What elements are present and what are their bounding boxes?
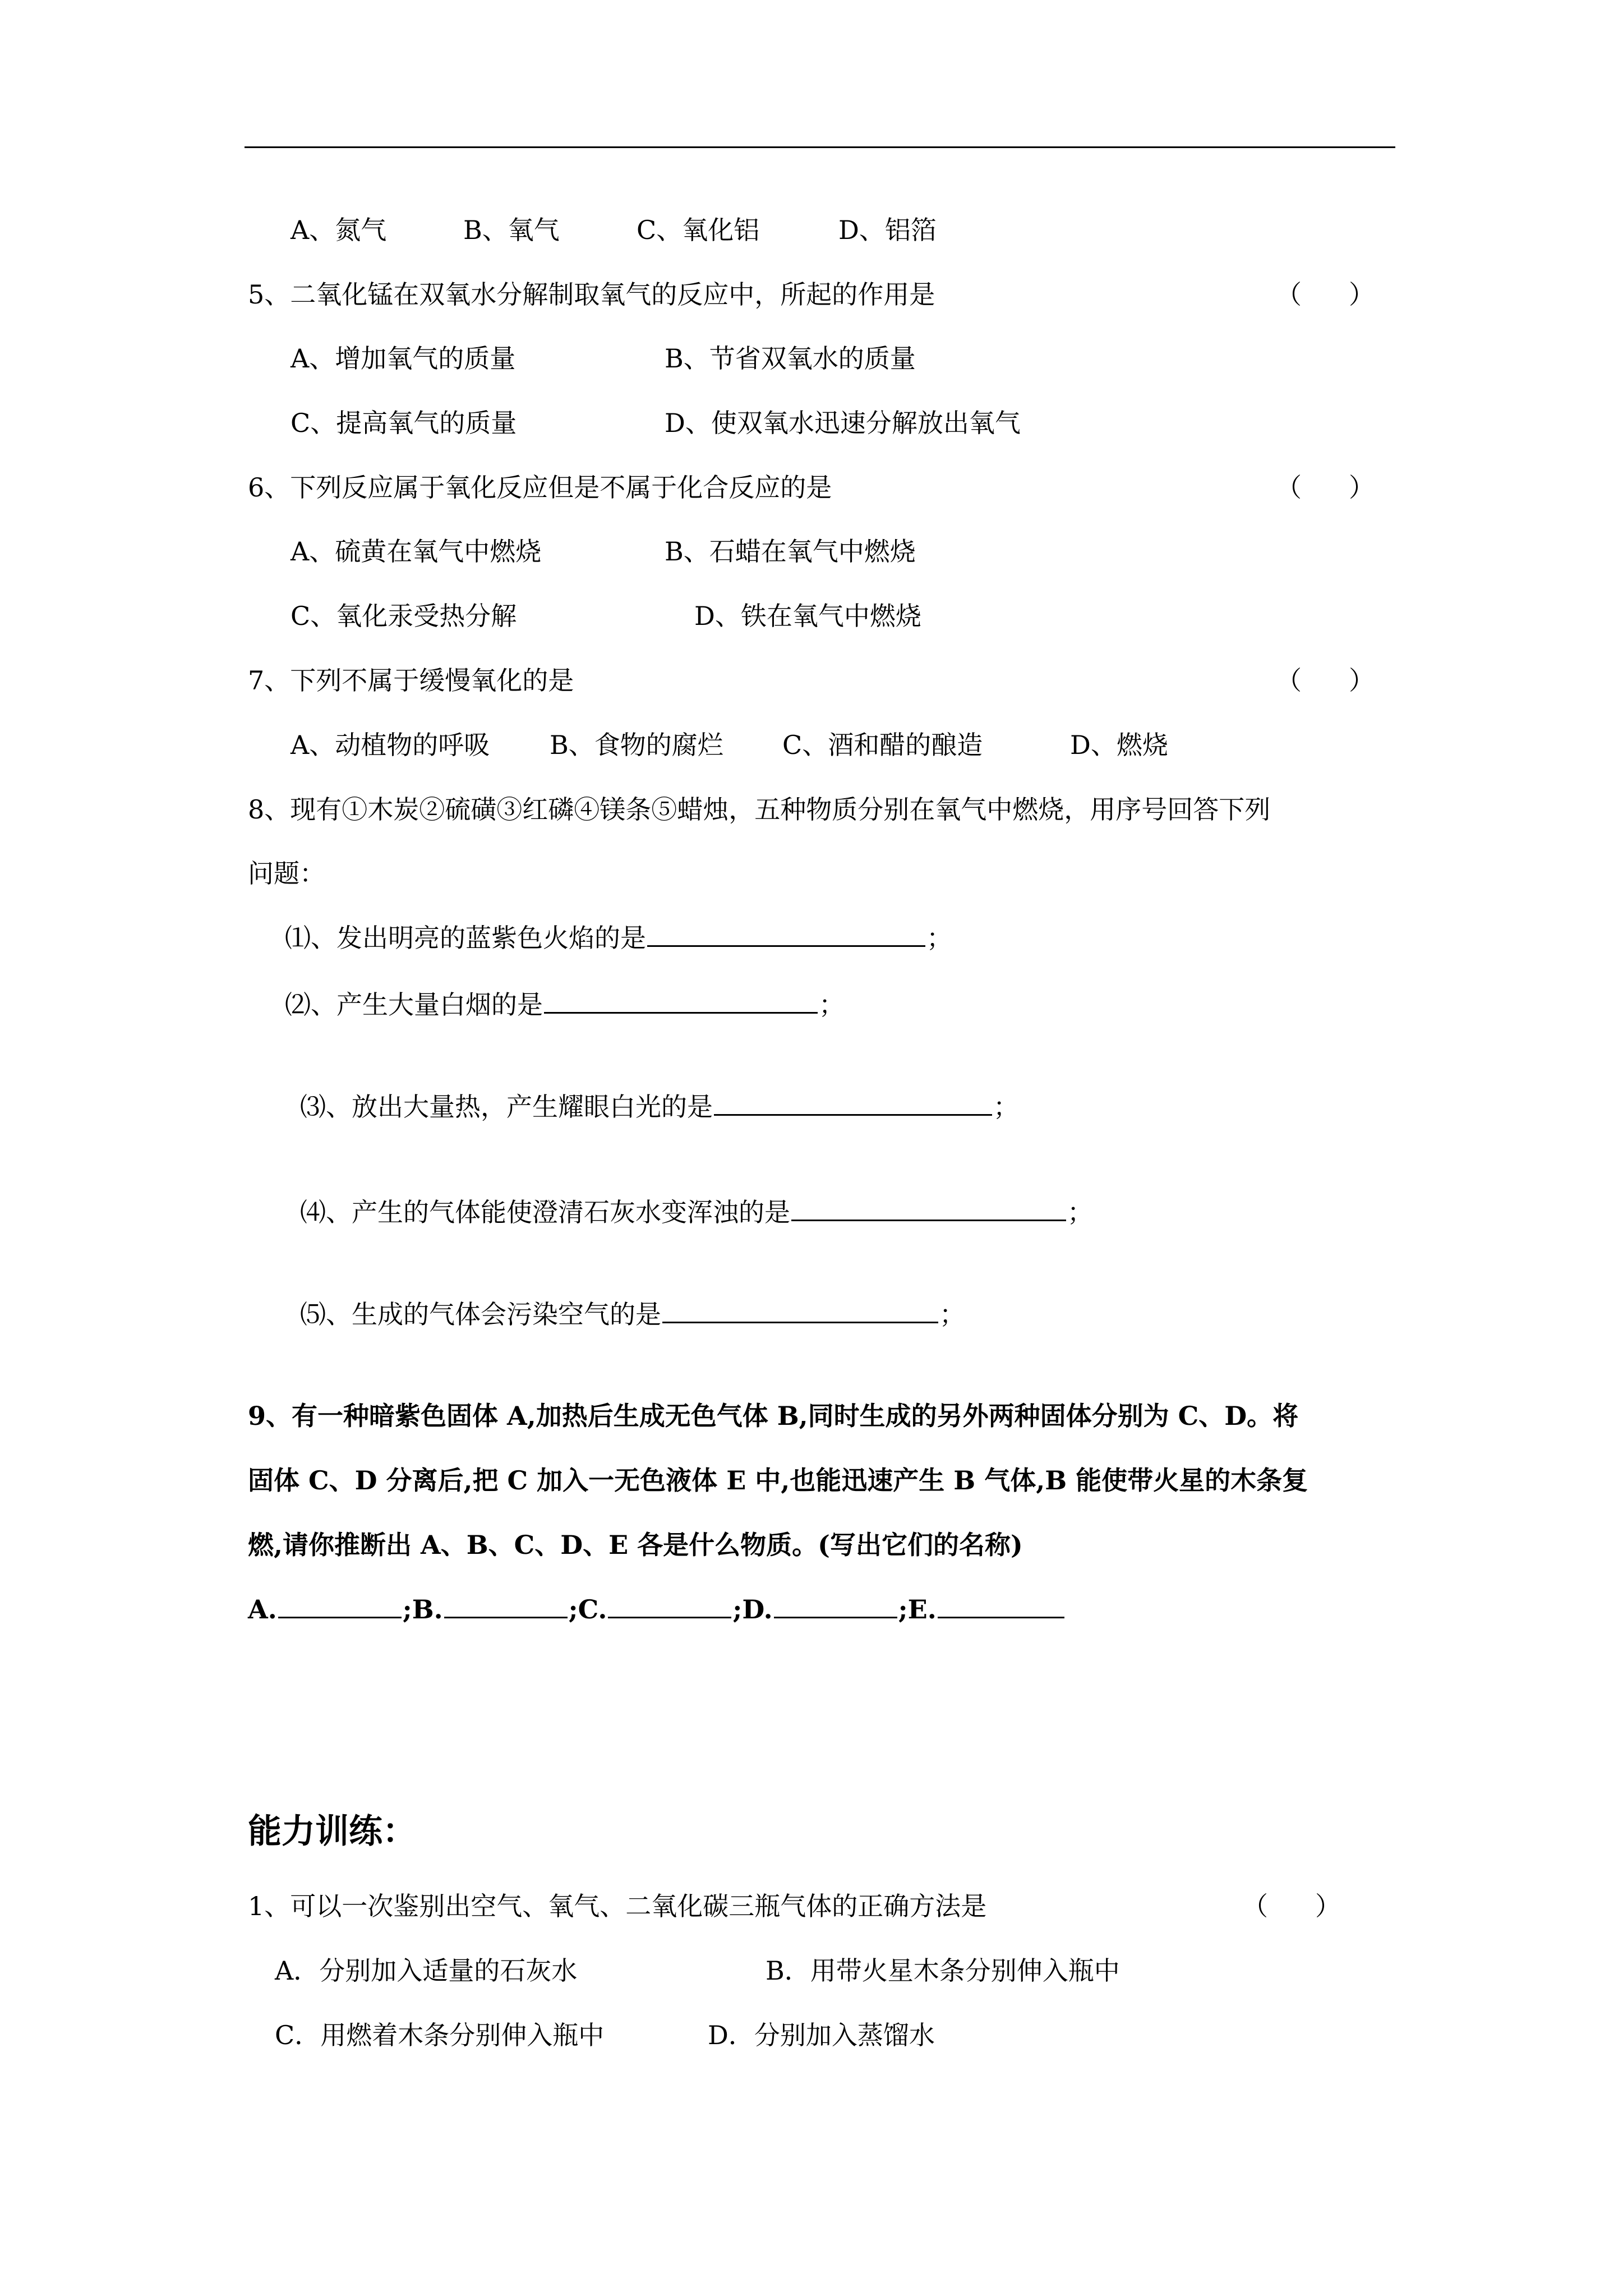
q8-sub-3-text: ⑶、放出大量热，产生耀眼白光的是	[300, 1092, 713, 1122]
q7-option-c: C、酒和醋的酿造	[782, 730, 983, 760]
s1-paren-open: （	[1242, 1891, 1268, 1921]
q7-option-d: D、燃烧	[1070, 730, 1168, 760]
q9-answer-e-blank[interactable]	[938, 1592, 1064, 1618]
q6-text: 6、下列反应属于氧化反应但是不属于化合反应的是	[248, 472, 832, 503]
q4-option-b: B、氧气	[463, 215, 560, 245]
q5-text: 5、二氧化锰在双氧水分解制取氧气的反应中，所起的作用是	[248, 279, 935, 310]
s1-paren-close: ）	[1315, 1891, 1341, 1921]
q8-text-1: 8、现有①木炭②硫磺③红磷④镁条⑤蜡烛，五种物质分别在氧气中燃烧，用序号回答下列	[248, 794, 1271, 825]
q7-option-a: A、动植物的呼吸	[291, 730, 490, 760]
q8-sub-4-text: ⑷、产生的气体能使澄清石灰水变浑浊的是	[300, 1197, 790, 1227]
q9-text-3: 燃,请你推断出 A、B、C、D、E 各是什么物质。(写出它们的名称)	[248, 1530, 1023, 1560]
q6-paren-close: ）	[1349, 472, 1375, 503]
q8-sub-5-end: ；	[939, 1299, 965, 1329]
q6-paren-open: （	[1276, 472, 1302, 503]
s1-option-d: D．分别加入蒸馏水	[708, 2020, 935, 2050]
q6-option-b: B、石蜡在氧气中燃烧	[665, 536, 916, 567]
q6-option-d: D、铁在氧气中燃烧	[694, 601, 921, 631]
s1-option-c: C．用燃着木条分别伸入瓶中	[275, 2020, 605, 2050]
q5-option-b: B、节省双氧水的质量	[665, 343, 916, 374]
q5-option-a: A、增加氧气的质量	[291, 343, 516, 374]
q4-option-a: A、氮气	[291, 215, 387, 245]
s1-text: 1、可以一次鉴别出空气、氧气、二氧化碳三瓶气体的正确方法是	[248, 1891, 987, 1921]
q8-sub-4-blank[interactable]	[791, 1195, 1066, 1221]
q7-paren-close: ）	[1349, 665, 1375, 696]
q8-sub-2-text: ⑵、产生大量白烟的是	[285, 990, 543, 1020]
q7-option-b: B、食物的腐烂	[550, 730, 723, 760]
q8-sub-1-text: ⑴、发出明亮的蓝紫色火焰的是	[285, 923, 646, 953]
q8-text-2: 问题：	[248, 858, 325, 889]
q6-option-c: C、氧化汞受热分解	[291, 601, 517, 631]
q6-option-a: A、硫黄在氧气中燃烧	[291, 536, 542, 567]
s1-option-b: B．用带火星木条分别伸入瓶中	[766, 1955, 1120, 1986]
q5-paren-close: ）	[1349, 279, 1375, 310]
q7-paren-open: （	[1276, 665, 1302, 696]
q4-option-c: C、氧化铝	[637, 215, 760, 245]
q9-answer-b-label: ;B.	[402, 1594, 443, 1625]
q8-sub-3-end: ；	[993, 1092, 1019, 1122]
q9-answer-d-label: ;D.	[732, 1594, 773, 1625]
q8-sub-2-end: ；	[819, 990, 845, 1020]
q8-sub-5-blank[interactable]	[662, 1297, 938, 1323]
q9-text-2: 固体 C、D 分离后,把 C 加入一无色液体 E 中,也能迅速产生 B 气体,B 能使带火星的木条复	[248, 1465, 1308, 1496]
q9-answer-d-blank[interactable]	[774, 1592, 897, 1618]
q7-text: 7、下列不属于缓慢氧化的是	[248, 665, 574, 696]
q8-sub-2-blank[interactable]	[544, 987, 818, 1014]
q9-answer-a-blank[interactable]	[278, 1592, 402, 1618]
q9-answer-b-blank[interactable]	[444, 1592, 568, 1618]
section-heading: 能力训练：	[248, 1812, 416, 1851]
q9-answer-e-label: ;E.	[898, 1594, 937, 1625]
q5-paren-open: （	[1276, 279, 1302, 310]
q8-sub-3-blank[interactable]	[714, 1089, 992, 1116]
s1-option-a: A．分别加入适量的石灰水	[275, 1955, 578, 1986]
q5-option-d: D、使双氧水迅速分解放出氧气	[665, 408, 1021, 438]
q5-option-c: C、提高氧气的质量	[291, 408, 517, 438]
q9-answer-a-label: A.	[248, 1594, 277, 1625]
q9-answer-c-blank[interactable]	[608, 1592, 731, 1618]
header-rule	[245, 146, 1395, 148]
q9-answer-c-label: ;C.	[568, 1594, 607, 1625]
q4-option-d: D、铝箔	[838, 215, 937, 245]
q8-sub-1-end: ；	[926, 923, 952, 953]
q8-sub-1-blank[interactable]	[647, 921, 925, 947]
q8-sub-4-end: ；	[1067, 1197, 1093, 1227]
q8-sub-5-text: ⑸、生成的气体会污染空气的是	[300, 1299, 661, 1329]
q9-text-1: 9、有一种暗紫色固体 A,加热后生成无色气体 B,同时生成的另外两种固体分别为 C、D。将	[248, 1401, 1299, 1431]
